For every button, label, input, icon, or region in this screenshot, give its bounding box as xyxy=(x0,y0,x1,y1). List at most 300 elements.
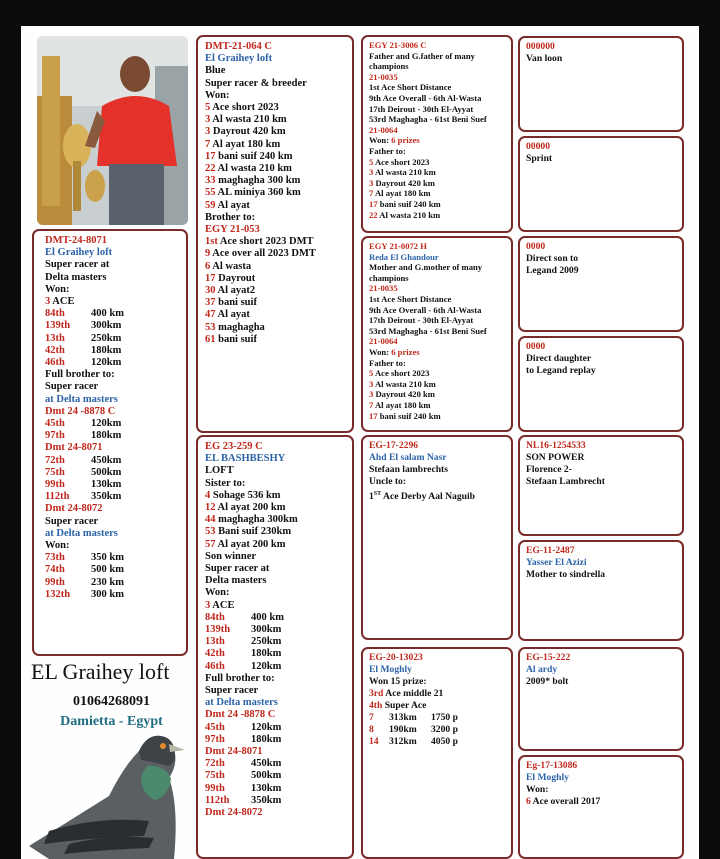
card-line: DMT-24-8071 xyxy=(45,235,108,246)
card-line xyxy=(45,589,175,601)
card-line xyxy=(369,724,505,736)
card-line: Won: xyxy=(205,587,230,599)
line-text: Al ayat xyxy=(215,199,250,211)
card-line: at Delta masters xyxy=(45,393,118,405)
rank-number: 53 xyxy=(205,321,216,333)
card-line xyxy=(369,700,505,712)
line-text: ACE xyxy=(210,599,235,611)
place-label: 13th xyxy=(45,332,65,344)
card-line xyxy=(205,200,345,212)
line-text: Al wasta 210 km xyxy=(373,167,436,178)
place-label: 42th xyxy=(205,648,225,660)
place-label: 73th xyxy=(45,552,65,564)
rank-number: 3 xyxy=(205,114,211,126)
card-line xyxy=(205,661,345,673)
card-0000-a xyxy=(518,236,684,332)
card-line xyxy=(45,491,175,503)
card-line xyxy=(45,320,175,332)
place-label: 139th xyxy=(205,624,231,636)
rank-suffix: ST xyxy=(373,491,382,497)
rank-number: 5 xyxy=(369,368,374,379)
line-text: Ace short 2023 xyxy=(210,102,279,114)
card-dmt-21-064 xyxy=(196,35,354,433)
line-text: Al ayat 200 km xyxy=(215,502,286,514)
card-line xyxy=(45,296,175,308)
card-line: EG 23-259 C xyxy=(205,441,263,452)
card-line: Won 15 prize: xyxy=(369,676,427,687)
breeder-photo-icon xyxy=(37,36,188,225)
rank-number: 3 xyxy=(205,126,211,138)
card-line xyxy=(205,490,345,502)
line-text: Ace middle 21 xyxy=(383,688,444,699)
highlight-text: 6 prizes xyxy=(391,135,420,146)
line-text: Dayrout 420 km xyxy=(210,126,286,138)
rank-number: 3rd xyxy=(369,688,384,699)
card-line: Van loon xyxy=(526,53,563,64)
card-eg-17-13086 xyxy=(518,755,684,859)
card-line xyxy=(205,273,345,285)
place-label: 45th xyxy=(205,721,225,733)
card-line xyxy=(45,345,175,357)
card-eg-20-13023 xyxy=(361,647,513,859)
line-text: Super Ace xyxy=(382,700,427,711)
card-line xyxy=(369,157,505,168)
line-text: Al ayat 180 km xyxy=(210,138,281,150)
line-text: bani suif 240 km xyxy=(377,410,441,421)
card-line xyxy=(369,379,505,390)
line-text: Ace short 2023 DMT xyxy=(217,236,314,248)
place-label: 72th xyxy=(205,758,225,770)
distance-value: 190km xyxy=(389,724,417,735)
line-text: Al ayat 180 km xyxy=(373,188,431,199)
card-line xyxy=(205,624,345,636)
card-line xyxy=(45,455,175,467)
birds-value: 4050 p xyxy=(431,736,458,747)
card-line: champions xyxy=(369,61,409,72)
rank-number: 61 xyxy=(205,333,216,345)
line-text: maghagha xyxy=(215,321,265,333)
place-label: 97th xyxy=(45,430,65,442)
card-line xyxy=(205,114,345,126)
place-label: 45th xyxy=(45,418,65,430)
place-label: 84th xyxy=(205,611,225,623)
rank-number: 33 xyxy=(205,175,216,187)
card-line xyxy=(45,479,175,491)
line-text: Won: xyxy=(369,346,392,357)
pedigree-page xyxy=(21,26,699,859)
card-line: Dmt 24-8072 xyxy=(205,807,263,819)
card-line xyxy=(205,502,345,514)
card-line: 21-0035 xyxy=(369,71,398,82)
rank-number: 6 xyxy=(205,260,211,272)
card-line xyxy=(205,163,345,175)
rank-number: 17 xyxy=(369,410,378,421)
rank-number: 17 xyxy=(205,150,216,162)
rank-number: 47 xyxy=(205,309,216,321)
birds-value: 3200 p xyxy=(431,724,458,735)
card-line: EG-15-222 xyxy=(526,652,571,663)
card-line xyxy=(45,564,175,576)
line-text: bani suif 240 km xyxy=(377,198,441,209)
card-line: Uncle to: xyxy=(369,476,407,487)
card-line: 21-0064 xyxy=(369,124,398,135)
rank-number: 7 xyxy=(369,399,374,410)
rank-number: 53 xyxy=(205,526,216,538)
card-line: El Graihey loft xyxy=(205,53,273,65)
card-line: Eg-17-13086 xyxy=(526,760,578,771)
card-line xyxy=(205,734,345,746)
card-line: Ahd El salam Nasr xyxy=(369,452,447,463)
rank-number: 7 xyxy=(369,188,374,199)
card-line xyxy=(205,175,345,187)
card-line: Won: xyxy=(45,283,70,295)
line-text: Ace short 2023 xyxy=(373,368,430,379)
card-line: Yasser El Azizi xyxy=(526,557,587,568)
line-text: Dayrout 420 km xyxy=(373,177,435,188)
distance-value: 250km xyxy=(251,636,282,648)
rank-number: 3 xyxy=(369,389,374,400)
card-line: 2009* bolt xyxy=(526,676,569,687)
card-line: DMT-21-064 C xyxy=(205,41,272,52)
card-line: Florence 2- xyxy=(526,464,572,475)
card-line xyxy=(205,795,345,807)
place-label: 99th xyxy=(45,479,65,491)
card-line: Won: xyxy=(205,89,230,101)
card-line xyxy=(369,400,505,411)
card-line: Father and G.father of many xyxy=(369,50,475,61)
card-00000 xyxy=(518,136,684,232)
distance-value: 300 km xyxy=(91,588,124,600)
line-text: Al wasta 210 km xyxy=(377,209,441,220)
line-text: ACE xyxy=(50,296,75,308)
place-label: 46th xyxy=(205,660,225,672)
card-line: Direct son to xyxy=(526,253,579,264)
line-text: Ace Derby Aal Naguib xyxy=(381,491,475,503)
card-line xyxy=(369,178,505,189)
card-eg-15-222 xyxy=(518,647,684,751)
card-line xyxy=(369,688,505,700)
place-label: 99th xyxy=(45,576,65,588)
card-line xyxy=(205,261,345,273)
place-label: 97th xyxy=(205,733,225,745)
card-line: 9th Ace Overall - 6th Al-Wasta xyxy=(369,92,482,103)
card-line xyxy=(45,418,175,430)
line-text: AL miniya 360 km xyxy=(215,187,301,199)
distance-value: 450km xyxy=(91,454,122,466)
distance-value: 300km xyxy=(251,624,282,636)
card-line xyxy=(369,712,505,724)
card-line xyxy=(205,297,345,309)
place-label: 112th xyxy=(45,491,70,503)
place-label: 139th xyxy=(45,320,71,332)
line-text: Al ayat 180 km xyxy=(373,399,431,410)
line-text: maghagha 300 km xyxy=(215,175,301,187)
card-line xyxy=(369,167,505,178)
card-line xyxy=(205,612,345,624)
place-label: 112th xyxy=(205,794,230,806)
rank-number: 3 xyxy=(369,167,374,178)
line-text: Al wasta 210 km xyxy=(373,378,436,389)
place-label: 72th xyxy=(45,454,65,466)
card-line xyxy=(205,722,345,734)
rank-number: 9 xyxy=(205,248,211,260)
distance-value: 180km xyxy=(91,430,122,442)
place-label: 75th xyxy=(45,466,65,478)
card-line: 17th Deirout - 30th El-Ayyat xyxy=(369,315,474,326)
card-line xyxy=(205,648,345,660)
card-line: Super racer xyxy=(205,685,259,697)
card-line: Dmt 24 -8878 C xyxy=(45,405,116,417)
pigeon-icon xyxy=(29,726,194,859)
card-line xyxy=(205,322,345,334)
rank-number: 3 xyxy=(45,296,51,308)
distance-value: 230 km xyxy=(91,576,124,588)
card-line: Won: xyxy=(526,784,549,795)
place-label: 7 xyxy=(369,712,374,723)
card-line: 00000 xyxy=(526,141,550,152)
place-label: 99th xyxy=(205,782,225,794)
card-line xyxy=(369,210,505,221)
card-line xyxy=(205,636,345,648)
card-line xyxy=(205,126,345,138)
card-line: Direct daughter xyxy=(526,353,592,364)
card-line: El Moghly xyxy=(369,664,412,675)
line-text: Ace over all 2023 DMT xyxy=(210,248,316,260)
card-line: 0000 xyxy=(526,341,546,352)
card-line: 53rd Maghagha - 61st Beni Suef xyxy=(369,325,487,336)
brand-phone: 01064268091 xyxy=(73,694,150,709)
card-eg-17-2296 xyxy=(361,435,513,640)
card-line: Dmt 24 -8878 C xyxy=(205,709,276,721)
card-line xyxy=(205,236,345,248)
distance-value: 312km xyxy=(389,736,417,747)
line-text: Al ayat2 xyxy=(215,285,256,297)
card-egy-21-0072 xyxy=(361,236,513,432)
distance-value: 180km xyxy=(91,344,122,356)
rank-number: 17 xyxy=(369,198,378,209)
rank-number: 55 xyxy=(205,187,216,199)
card-line xyxy=(205,139,345,151)
distance-value: 400 km xyxy=(251,611,284,623)
card-line: LOFT xyxy=(205,465,234,477)
card-line xyxy=(205,770,345,782)
card-line: EGY 21-0072 H xyxy=(369,241,427,251)
card-line: 1st Ace Short Distance xyxy=(369,82,452,93)
card-line: Dmt 24-8071 xyxy=(45,442,103,454)
distance-value: 313km xyxy=(389,712,417,723)
card-line xyxy=(369,188,505,199)
distance-value: 500km xyxy=(251,770,282,782)
card-line xyxy=(45,357,175,369)
distance-value: 180km xyxy=(251,648,282,660)
card-egy-21-3006 xyxy=(361,35,513,233)
rank-number: 6 xyxy=(526,796,531,807)
place-label: 75th xyxy=(205,770,225,782)
card-line: Sprint xyxy=(526,153,553,164)
card-line: Dmt 24-8071 xyxy=(205,746,263,758)
rank-number: 3 xyxy=(369,177,374,188)
card-line xyxy=(45,430,175,442)
card-line: at Delta masters xyxy=(205,697,278,709)
distance-value: 500km xyxy=(91,466,122,478)
card-line: El Graihey loft xyxy=(45,247,113,259)
card-line: Dmt 24-8072 xyxy=(45,503,103,515)
card-line: Blue xyxy=(205,65,226,77)
card-eg-23-259 xyxy=(196,435,354,859)
card-line: NL16-1254533 xyxy=(526,440,586,451)
card-000000 xyxy=(518,36,684,132)
place-label: 13th xyxy=(205,636,225,648)
distance-value: 180km xyxy=(251,733,282,745)
rank-number: 1 xyxy=(369,491,374,503)
card-line: 21-0035 xyxy=(369,283,398,294)
card-line: Son winner xyxy=(205,550,257,562)
card-line: Legand 2009 xyxy=(526,265,579,276)
place-label: 74th xyxy=(45,564,65,576)
card-line: Delta masters xyxy=(205,575,267,587)
card-line xyxy=(205,102,345,114)
distance-value: 120km xyxy=(91,418,122,430)
card-line xyxy=(45,577,175,589)
rank-number: 57 xyxy=(205,538,216,550)
distance-value: 300km xyxy=(91,320,122,332)
card-line: Full brother to: xyxy=(205,672,275,684)
rank-number: 22 xyxy=(205,163,216,175)
line-text: Bani suif 230km xyxy=(215,526,292,538)
line-text: Al ayat 200 km xyxy=(215,538,286,550)
card-line: Brother to: xyxy=(205,211,256,223)
card-line: Stefaan lambrechts xyxy=(369,464,448,475)
card-line xyxy=(369,389,505,400)
line-text: Sohage 536 km xyxy=(210,489,281,501)
card-line xyxy=(369,736,505,748)
rank-number: 3 xyxy=(369,378,374,389)
card-line: EGY 21-3006 C xyxy=(369,40,427,50)
card-dmt-24-8071 xyxy=(32,229,188,656)
line-text: bani suif xyxy=(215,333,257,345)
rank-number: 37 xyxy=(205,297,216,309)
card-line: EG-20-13023 xyxy=(369,652,423,663)
card-line xyxy=(205,758,345,770)
card-line xyxy=(369,347,505,358)
line-text: Ace overall 2017 xyxy=(530,796,601,807)
rank-number: 17 xyxy=(205,272,216,284)
distance-value: 120km xyxy=(251,660,282,672)
highlight-text: 6 prizes xyxy=(391,346,420,357)
card-line xyxy=(369,199,505,210)
card-line: Super racer xyxy=(45,381,99,393)
card-nl16-1254533 xyxy=(518,435,684,536)
brand-location: Damietta - Egypt xyxy=(60,714,163,729)
card-line: Reda El Ghandour xyxy=(369,251,439,262)
card-line: 9th Ace Overall - 6th Al-Wasta xyxy=(369,304,482,315)
card-line: Mother to sindrella xyxy=(526,569,606,580)
card-line: El Moghly xyxy=(526,772,569,783)
card-line: Stefaan Lambrecht xyxy=(526,476,605,487)
card-line xyxy=(369,488,505,503)
card-line xyxy=(205,334,345,346)
card-line: Al ardy xyxy=(526,664,558,675)
place-label: 46th xyxy=(45,357,65,369)
line-text: Ace short 2023 xyxy=(373,156,430,167)
card-0000-b xyxy=(518,336,684,432)
card-line: Father to: xyxy=(369,145,406,156)
distance-value: 400 km xyxy=(91,308,124,320)
card-line xyxy=(205,526,345,538)
line-text: Dayrout 420 km xyxy=(373,389,435,400)
card-line xyxy=(205,539,345,551)
card-line: 000000 xyxy=(526,41,555,52)
rank-number: 22 xyxy=(369,209,378,220)
breeder-photo xyxy=(37,36,188,225)
rank-number: 5 xyxy=(205,102,211,114)
card-line: SON POWER xyxy=(526,452,585,463)
card-line: Father to: xyxy=(369,357,406,368)
card-line xyxy=(205,309,345,321)
rank-number: 4th xyxy=(369,700,383,711)
card-line xyxy=(205,783,345,795)
rank-number: 30 xyxy=(205,285,216,297)
distance-value: 250km xyxy=(91,332,122,344)
place-label: 14 xyxy=(369,736,379,747)
line-text: Al wasta 210 km xyxy=(210,114,287,126)
distance-value: 450km xyxy=(251,758,282,770)
rank-number: 4 xyxy=(205,489,211,501)
distance-value: 350km xyxy=(91,491,122,503)
card-line: EG-11-2487 xyxy=(526,545,575,556)
place-label: 132th xyxy=(45,588,71,600)
place-label: 8 xyxy=(369,724,374,735)
card-line: 1st Ace Short Distance xyxy=(369,293,452,304)
brand-name: EL Graihey loft xyxy=(31,659,170,684)
card-line: Mother and G.mother of many xyxy=(369,262,483,273)
card-line: 17th Deirout - 30th El-Ayyat xyxy=(369,103,474,114)
card-line: Super racer at xyxy=(45,259,110,271)
card-line: Super racer at xyxy=(205,563,270,575)
rank-number: 5 xyxy=(369,156,374,167)
card-line: 21-0064 xyxy=(369,336,398,347)
distance-value: 120km xyxy=(91,357,122,369)
card-line: EGY 21-053 xyxy=(205,224,260,236)
distance-value: 130km xyxy=(251,782,282,794)
card-line: Super racer xyxy=(45,515,99,527)
distance-value: 350 km xyxy=(91,552,124,564)
card-line: Won: xyxy=(45,540,70,552)
card-line: 53rd Maghagha - 61st Beni Suef xyxy=(369,114,487,125)
distance-value: 350km xyxy=(251,794,282,806)
card-eg-11-2487 xyxy=(518,540,684,641)
card-line xyxy=(45,467,175,479)
line-text: Won: xyxy=(369,135,392,146)
line-text: Al ayat xyxy=(215,309,250,321)
distance-value: 500 km xyxy=(91,564,124,576)
rank-number: 3 xyxy=(205,599,211,611)
card-line: Delta masters xyxy=(45,271,107,283)
line-text: Al wasta xyxy=(210,260,252,272)
card-line: EL BASHBESHY xyxy=(205,453,286,465)
line-text: bani suif 240 km xyxy=(215,150,293,162)
card-line xyxy=(205,187,345,199)
card-line: Sister to: xyxy=(205,477,246,489)
place-label: 84th xyxy=(45,308,65,320)
card-line xyxy=(205,151,345,163)
card-line xyxy=(369,368,505,379)
line-text: maghagha 300km xyxy=(215,514,298,526)
card-line: at Delta masters xyxy=(45,527,118,539)
rank-number: 44 xyxy=(205,514,216,526)
line-text: bani suif xyxy=(215,297,257,309)
rank-number: 59 xyxy=(205,199,216,211)
